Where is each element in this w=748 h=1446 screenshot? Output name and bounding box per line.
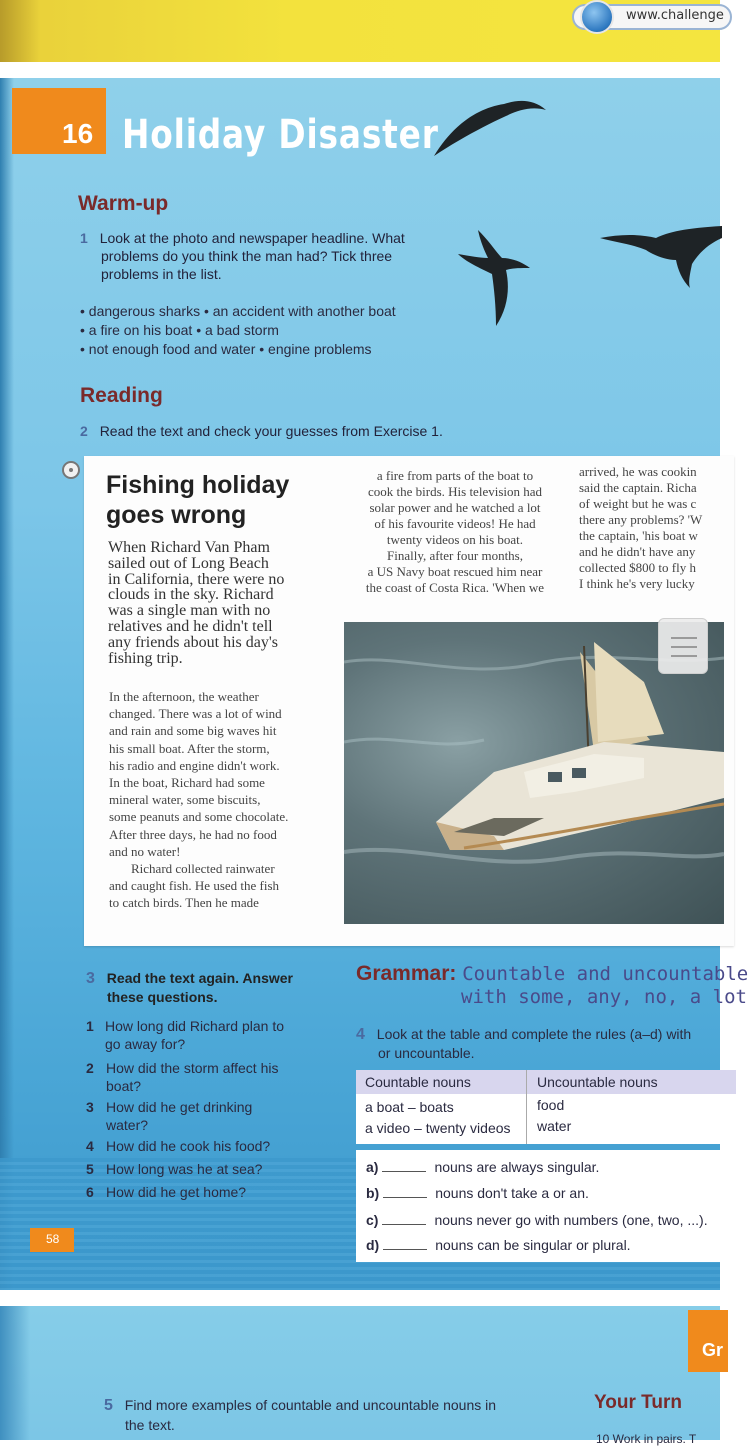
menu-bar (671, 637, 697, 639)
rule-item (366, 1237, 631, 1253)
text-line: there any problems? 'W (579, 512, 703, 527)
next-page (0, 1306, 720, 1446)
text-line: When Richard Van Pham (108, 539, 270, 556)
text-line: I think he's very lucky (579, 576, 695, 591)
text-line: Finally, after four months, (387, 548, 523, 563)
rule-label: c) (366, 1212, 379, 1228)
article-body (109, 688, 339, 912)
instruction-text: Read the text and check your guesses from Exercise 1. (99, 423, 443, 439)
table-divider (526, 1070, 527, 1144)
list-item: • a fire on his boat • a bad storm (80, 322, 279, 338)
text-line: relatives and he didn't tell (108, 617, 273, 635)
question-text: How did the storm affect his (106, 1060, 279, 1076)
text-line: mineral water, some biscuits, (109, 792, 261, 808)
question-number: 3 (86, 1099, 94, 1115)
instruction-text: Look at the table and complete the rules (a–d) with (376, 1026, 692, 1042)
text-line: said the captain. Richa (579, 480, 697, 495)
rule-text: nouns can be singular or plural. (435, 1237, 631, 1253)
question-text: water? (106, 1117, 149, 1133)
article-column-2 (342, 468, 568, 596)
warmup-heading: Warm-up (78, 192, 169, 215)
your-turn-heading: Your Turn (594, 1392, 682, 1413)
answer-blank[interactable] (383, 1249, 427, 1250)
rule-text: nouns never go with numbers (one, two, ...). (434, 1212, 708, 1228)
text-line: cook the birds. His television had (367, 484, 543, 499)
text-line: changed. There was a lot of wind (109, 706, 282, 722)
text-line: the coast of Costa Rica. 'When we (365, 580, 545, 595)
spine-shadow (0, 0, 40, 62)
table-cell: food (537, 1097, 565, 1113)
exercise-number: 1 (80, 230, 88, 246)
question-text: How long did Richard plan to (105, 1018, 284, 1034)
rule-label: a) (366, 1159, 379, 1175)
text-line: a fire from parts of the boat to (376, 468, 534, 483)
bird-icon (432, 96, 548, 158)
text-line: In the afternoon, the weather (109, 689, 259, 704)
answer-blank[interactable] (382, 1171, 426, 1172)
question-text: How long was he at sea? (106, 1161, 263, 1177)
exercise-number: 3 (86, 970, 95, 987)
warmup-line-3: problems in the list. (101, 266, 222, 282)
text-line: In the boat, Richard had some (109, 775, 265, 791)
text-line: and rain and some big waves hit (109, 723, 277, 739)
rule-text: nouns are always singular. (434, 1159, 600, 1175)
text-line: solar power and he watched a lot (369, 500, 541, 515)
grammar-subtitle: with some, any, no, a lot (461, 986, 747, 1008)
text-line: a US Navy boat rescued him near (367, 564, 543, 579)
grammar-instruction-2: or uncountable. (378, 1045, 475, 1061)
grammar-topic: Countable and uncountable (462, 963, 748, 985)
bird-icon (598, 224, 722, 288)
text-line: some peanuts and some chocolate. (109, 809, 289, 825)
audio-cd-icon[interactable] (62, 461, 80, 479)
rule-label: d) (366, 1237, 380, 1253)
page-spine (0, 78, 14, 1290)
menu-button[interactable] (658, 618, 708, 674)
cut-off-line: 10 Work in pairs. T (596, 1432, 697, 1446)
article-column-3 (579, 464, 729, 592)
menu-bar (671, 655, 697, 657)
question-number: 2 (86, 1060, 94, 1076)
grammar-instruction (356, 1026, 691, 1044)
reading-heading: Reading (80, 384, 163, 407)
text-line: to catch birds. Then he made (109, 895, 259, 911)
text-line: his small boat. After the storm, (109, 740, 270, 756)
question-text: How did he cook his food? (106, 1138, 271, 1154)
grammar-rules (356, 1150, 736, 1262)
headline-line: goes wrong (106, 501, 247, 529)
text-line: sailed out of Long Beach (108, 554, 269, 572)
text-line: and he didn't have any (579, 544, 696, 559)
next-tab-text: Gr (702, 1340, 724, 1360)
text-line: Richard collected rainwater (131, 861, 275, 877)
exercise-number: 5 (104, 1397, 113, 1414)
question-text: How did he get drinking (106, 1099, 253, 1115)
text-line: fishing trip. (108, 649, 183, 667)
answer-blank[interactable] (382, 1224, 426, 1225)
text-line: collected $800 to fly h (579, 560, 696, 575)
menu-bar (671, 646, 697, 648)
bird-icon (456, 228, 532, 328)
question-number: 1 (86, 1018, 94, 1034)
warmup-text: Look at the photo and newspaper headline. What (99, 230, 405, 246)
unit-title: Holiday Disaster (122, 112, 439, 158)
next-exercise (104, 1397, 496, 1415)
column-header: Countable nouns (365, 1074, 471, 1090)
text-line: any friends about his day's (108, 633, 278, 651)
unit-number: 16 (62, 118, 94, 149)
instruction-text: Find more examples of countable and uncountable nouns in (124, 1397, 497, 1413)
list-item: • dangerous sharks • an accident with another boat (80, 303, 396, 319)
text-line: of weight but he was c (579, 496, 697, 511)
rule-item (366, 1185, 589, 1201)
question-text: How did he get home? (106, 1184, 247, 1200)
nouns-table (356, 1070, 736, 1144)
rule-item (366, 1212, 708, 1228)
rule-label: b) (366, 1185, 380, 1201)
list-item: • not enough food and water • engine problems (80, 341, 372, 357)
table-cell: a video – twenty videos (365, 1120, 511, 1136)
next-exercise-2: the text. (125, 1417, 175, 1433)
text-line: of his favourite videos! He had (374, 516, 536, 531)
text-line: arrived, he was cookin (579, 464, 697, 479)
heading-text: these questions. (107, 989, 218, 1005)
warmup-line-2: problems do you think the man had? Tick three (101, 248, 393, 264)
text-line: After three days, he had no food (109, 826, 277, 842)
text-line: his radio and engine didn't work. (109, 757, 280, 773)
heading-text: Read the text again. Answer (106, 970, 293, 986)
question-number: 4 (86, 1138, 94, 1154)
text-line: twenty videos on his boat. (386, 532, 524, 547)
column-header: Uncountable nouns (537, 1074, 658, 1090)
questions-heading-2 (107, 989, 217, 1005)
text-line: was a single man with no (108, 602, 271, 620)
answer-blank[interactable] (383, 1197, 427, 1198)
article-headline (106, 470, 326, 530)
grammar-label: Grammar: (356, 962, 457, 985)
article-lead (108, 540, 338, 666)
text-line: clouds in the sky. Richard (108, 586, 274, 604)
rule-item (366, 1159, 599, 1175)
text-line: the captain, 'his boat w (579, 528, 698, 543)
table-cell: a boat – boats (365, 1099, 454, 1115)
text-line: in California, there were no (108, 570, 285, 588)
question-text: go away for? (105, 1036, 186, 1052)
page-spine (0, 1306, 30, 1440)
text-line: and caught fish. He used the fish (109, 878, 280, 894)
grammar-title (356, 962, 748, 986)
warmup-line-1 (80, 230, 405, 246)
problem-list (80, 302, 396, 359)
page-number: 58 (46, 1232, 60, 1246)
table-cell: water (537, 1118, 572, 1134)
exercise-number: 4 (356, 1026, 365, 1043)
question-number: 5 (86, 1161, 94, 1177)
text-line: and no water! (109, 843, 181, 859)
question-text: boat? (106, 1078, 142, 1094)
website-url: www.challenge (626, 8, 724, 23)
exercise-number: 2 (80, 423, 88, 439)
headline-line: Fishing holiday (106, 471, 290, 499)
globe-icon (580, 0, 614, 34)
questions-heading (86, 970, 293, 988)
question-number: 6 (86, 1184, 94, 1200)
rule-text: nouns don't take a or an. (435, 1185, 589, 1201)
reading-instruction (80, 423, 443, 439)
